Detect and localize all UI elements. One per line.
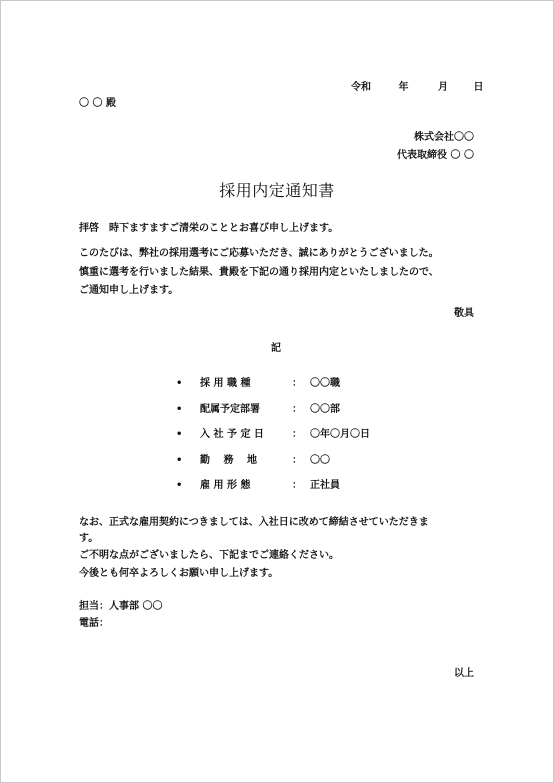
paragraph-line-1: このたびは、弊社の採用選考にご応募いただき、誠にありがとうございました。 bbox=[79, 248, 439, 259]
detail-term: 勤 務 地 bbox=[200, 455, 257, 466]
end-mark: 以上 bbox=[454, 668, 474, 679]
bullet-icon: • bbox=[176, 404, 183, 415]
closing-word: 敬具 bbox=[454, 308, 474, 319]
greeting-line: 拝啓 時下ますますご清栄のこととお喜び申し上げます。 bbox=[79, 223, 339, 234]
representative-name: 代表取締役 〇 〇 bbox=[397, 150, 474, 161]
date-day: 日 bbox=[473, 82, 484, 93]
record-heading: 記 bbox=[271, 343, 281, 354]
detail-item-work-location bbox=[176, 454, 330, 468]
detail-separator: ： bbox=[292, 378, 302, 389]
detail-value: 〇〇職 bbox=[310, 378, 340, 389]
detail-value: 正社員 bbox=[310, 480, 340, 491]
contact-person: 担当：人事部 〇〇 bbox=[79, 601, 163, 612]
notes-line-1: なお、正式な雇用契約につきましては、入社日に改めて締結させていただきま bbox=[79, 517, 429, 528]
detail-value: 〇〇 bbox=[310, 455, 330, 466]
detail-term: 雇 用 形 態 bbox=[200, 480, 251, 491]
paragraph-line-2: 慎重に選考を行いました結果、貴殿を下記の通り採用内定といたしましたので、 bbox=[79, 267, 439, 278]
detail-item-job-type bbox=[176, 377, 340, 391]
detail-item-start-date bbox=[176, 428, 370, 442]
recipient-name: 〇 〇 殿 bbox=[79, 98, 116, 109]
detail-term: 配属予定部署 bbox=[200, 404, 260, 415]
bullet-icon: • bbox=[176, 378, 183, 389]
company-name: 株式会社〇〇 bbox=[414, 132, 474, 143]
date-era: 令和 bbox=[351, 82, 371, 93]
detail-value: 〇〇部 bbox=[310, 404, 340, 415]
date-line bbox=[351, 81, 483, 95]
bullet-icon: • bbox=[176, 455, 183, 466]
detail-item-employment-type bbox=[176, 479, 340, 493]
document-title: 採用内定通知書 bbox=[219, 181, 335, 200]
detail-term: 入 社 予 定 日 bbox=[200, 429, 264, 440]
notes-line-3: ご不明な点がございましたら、下記までご連絡ください。 bbox=[79, 550, 339, 561]
bullet-icon: • bbox=[176, 480, 183, 491]
contact-phone: 電話： bbox=[79, 618, 109, 629]
date-year: 年 bbox=[398, 82, 409, 93]
detail-item-department bbox=[176, 403, 340, 417]
notes-line-4: 今後とも何卒よろしくお願い申し上げます。 bbox=[79, 568, 279, 579]
notes-line-2: す。 bbox=[79, 533, 99, 544]
date-month: 月 bbox=[437, 82, 448, 93]
detail-separator: ： bbox=[292, 404, 302, 415]
detail-term: 採 用 職 種 bbox=[200, 378, 251, 389]
bullet-icon: • bbox=[176, 429, 183, 440]
paragraph-line-3: ご通知申し上げます。 bbox=[79, 285, 179, 296]
detail-separator: ： bbox=[292, 455, 302, 466]
detail-value: 〇年〇月〇日 bbox=[310, 429, 370, 440]
detail-separator: ： bbox=[292, 480, 302, 491]
detail-separator: ： bbox=[292, 429, 302, 440]
